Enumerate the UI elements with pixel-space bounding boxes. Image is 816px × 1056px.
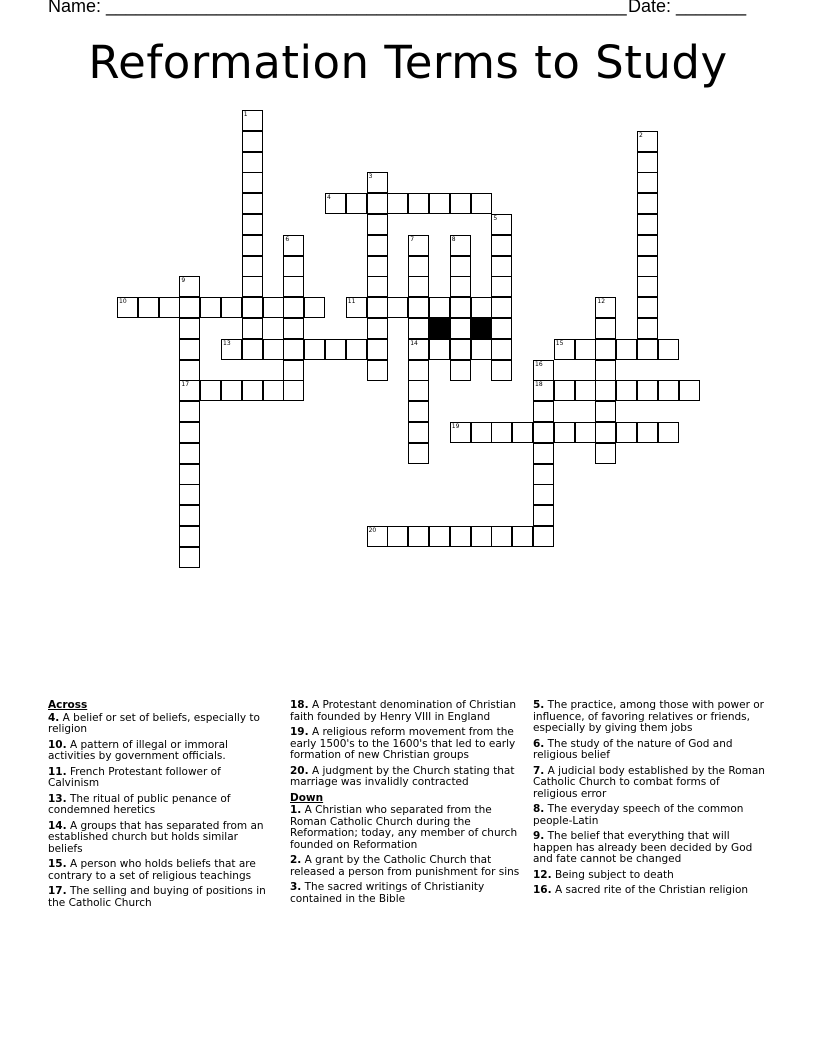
- grid-cell[interactable]: [408, 297, 429, 318]
- grid-cell[interactable]: [408, 360, 429, 381]
- cell-number: 10: [119, 298, 127, 306]
- grid-cell[interactable]: [408, 401, 429, 422]
- grid-cell[interactable]: [367, 172, 388, 193]
- clue-down-3: 3. The sacred writings of Christianity contained in the Bible: [290, 881, 485, 905]
- grid-cell[interactable]: [242, 380, 263, 401]
- grid-cell[interactable]: [533, 380, 554, 401]
- grid-cell[interactable]: [533, 443, 554, 464]
- grid-cell[interactable]: [325, 193, 346, 214]
- grid-cell[interactable]: [658, 422, 679, 443]
- grid-cell[interactable]: [242, 152, 263, 173]
- grid-cell[interactable]: [637, 339, 658, 360]
- down-heading: Down: [290, 791, 324, 804]
- grid-cell[interactable]: [637, 380, 658, 401]
- grid-cell[interactable]: [367, 276, 388, 297]
- name-field[interactable]: Name: ____________________________________________________: [48, 0, 627, 16]
- grid-cell[interactable]: [242, 256, 263, 277]
- grid-cell[interactable]: [637, 318, 658, 339]
- clue-across-13: 13. The ritual of public penance of condemned heretics: [48, 792, 231, 816]
- grid-cell[interactable]: [367, 360, 388, 381]
- grid-cell[interactable]: [179, 443, 200, 464]
- clue-down-1: 1. A Christian who separated from the Roman Catholic Church during the Reformation; today, any member of church founded on Reformation: [290, 804, 518, 851]
- grid-cell[interactable]: [512, 526, 533, 547]
- grid-cell[interactable]: [179, 380, 200, 401]
- grid-cell[interactable]: [450, 360, 471, 381]
- grid-cell[interactable]: [637, 172, 658, 193]
- grid-cell[interactable]: [450, 526, 471, 547]
- grid-cell[interactable]: [658, 380, 679, 401]
- grid-cell[interactable]: [637, 131, 658, 152]
- cell-number: 13: [223, 339, 231, 347]
- cell-number: 11: [347, 298, 356, 306]
- cell-number: 1: [243, 111, 248, 118]
- grid-cell[interactable]: [450, 422, 471, 443]
- grid-cell[interactable]: [367, 214, 388, 235]
- grid-cell[interactable]: [491, 360, 512, 381]
- grid-cell[interactable]: [242, 297, 263, 318]
- grid-cell[interactable]: [575, 339, 596, 360]
- grid-cell[interactable]: [491, 214, 512, 235]
- grid-cell[interactable]: [179, 464, 200, 485]
- clues-column-1: [48, 700, 273, 913]
- across-heading: Across: [48, 699, 88, 711]
- grid-cell[interactable]: [491, 256, 512, 277]
- grid-cell[interactable]: [595, 360, 616, 381]
- grid-cell[interactable]: [408, 443, 429, 464]
- grid-cell[interactable]: [387, 193, 408, 214]
- cell-number: 6: [285, 235, 290, 243]
- clue-down-6: 6. The study of the nature of God and religious belief: [533, 737, 733, 761]
- grid-cell[interactable]: [471, 422, 492, 443]
- grid-cell[interactable]: [450, 297, 471, 318]
- grid-cell[interactable]: [595, 318, 616, 339]
- grid-cell[interactable]: [179, 276, 200, 297]
- grid-cell[interactable]: [637, 193, 658, 214]
- date-field[interactable]: Date: _______: [628, 0, 747, 16]
- clue-down-2: 2. A grant by the Catholic Church that released a person from punishment for sins: [290, 854, 520, 878]
- grid-cell[interactable]: [575, 380, 596, 401]
- grid-cell[interactable]: [346, 297, 367, 318]
- grid-cell[interactable]: [242, 193, 263, 214]
- grid-cell[interactable]: [533, 484, 554, 505]
- grid-cell[interactable]: [242, 235, 263, 256]
- grid-cell[interactable]: [367, 256, 388, 277]
- clue-down-16: 16. A sacred rite of the Christian religion: [533, 884, 749, 896]
- grid-cell[interactable]: [263, 339, 284, 360]
- black-cell: [429, 318, 450, 339]
- grid-cell[interactable]: [471, 526, 492, 547]
- grid-cell[interactable]: [429, 339, 450, 360]
- grid-cell[interactable]: [367, 235, 388, 256]
- grid-cell[interactable]: [367, 318, 388, 339]
- cell-number: 19: [451, 423, 460, 430]
- grid-cell[interactable]: [595, 297, 616, 318]
- grid-cell[interactable]: [179, 422, 200, 443]
- grid-cell[interactable]: [471, 297, 492, 318]
- grid-cell[interactable]: [471, 193, 492, 214]
- grid-cell[interactable]: [637, 276, 658, 297]
- grid-cell[interactable]: [283, 256, 304, 277]
- grid-cell[interactable]: [304, 339, 325, 360]
- clues-column-3: [533, 700, 765, 901]
- grid-cell[interactable]: [263, 380, 284, 401]
- grid-cell[interactable]: [242, 131, 263, 152]
- grid-cell[interactable]: [179, 318, 200, 339]
- grid-cell[interactable]: [242, 214, 263, 235]
- clues-column-2: [290, 700, 522, 909]
- grid-cell[interactable]: [616, 380, 637, 401]
- clue-down-7: 7. A judicial body established by the Roman Catholic Church to combat forms of religious error: [533, 764, 765, 800]
- grid-cell[interactable]: [263, 297, 284, 318]
- clue-across-17: 17. The selling and buying of positions in the Catholic Church: [48, 885, 266, 909]
- grid-cell[interactable]: [450, 256, 471, 277]
- clue-across-14: 14. A groups that has separated from an established church but holds similar beliefs: [48, 819, 264, 855]
- grid-cell[interactable]: [491, 318, 512, 339]
- cell-number: 20: [368, 527, 377, 534]
- grid-cell[interactable]: [221, 380, 242, 401]
- grid-cell[interactable]: [533, 526, 554, 547]
- clue-down-8: 8. The everyday speech of the common people-Latin: [533, 803, 744, 827]
- grid-cell[interactable]: [367, 339, 388, 360]
- clue-down-5: 5. The practice, among those with power or influence, of favoring relatives or friends, especially by giving them jobs: [533, 699, 764, 734]
- grid-cell[interactable]: [283, 276, 304, 297]
- page-title: Reformation Terms to Study: [88, 36, 728, 89]
- grid-cell[interactable]: [179, 401, 200, 422]
- grid-cell[interactable]: [450, 318, 471, 339]
- grid-cell[interactable]: [533, 360, 554, 381]
- grid-cell[interactable]: [595, 443, 616, 464]
- clue-across-10: 10. A pattern of illegal or immoral activities by government officials.: [48, 738, 228, 762]
- cell-number: 18: [535, 381, 543, 389]
- clue-across-15: 15. A person who holds beliefs that are contrary to a set of religious teachings: [48, 858, 256, 882]
- grid-cell[interactable]: [221, 297, 242, 318]
- grid-cell[interactable]: [367, 526, 388, 547]
- grid-cell[interactable]: [450, 235, 471, 256]
- grid-cell[interactable]: [283, 318, 304, 339]
- grid-cell[interactable]: [159, 297, 180, 318]
- grid-cell[interactable]: [179, 339, 200, 360]
- grid-cell[interactable]: [637, 235, 658, 256]
- clue-across-18: 18. A Protestant denomination of Christian faith founded by Henry VIII in England: [290, 699, 517, 723]
- grid-cell[interactable]: [491, 276, 512, 297]
- grid-cell[interactable]: [179, 505, 200, 526]
- grid-cell[interactable]: [595, 339, 616, 360]
- grid-cell[interactable]: [283, 297, 304, 318]
- grid-cell[interactable]: [346, 339, 367, 360]
- grid-cell[interactable]: [595, 401, 616, 422]
- clue-across-20: 20. A judgment by the Church stating that marriage was invalidly contracted: [290, 764, 515, 788]
- grid-cell[interactable]: [242, 110, 263, 131]
- cell-number: 4: [327, 194, 331, 202]
- cell-number: 15: [555, 339, 564, 347]
- grid-cell[interactable]: [283, 380, 304, 401]
- grid-cell[interactable]: [637, 256, 658, 277]
- grid-cell[interactable]: [304, 297, 325, 318]
- cell-number: 3: [368, 173, 373, 181]
- grid-cell[interactable]: [554, 422, 575, 443]
- grid-cell[interactable]: [637, 422, 658, 443]
- grid-cell[interactable]: [200, 297, 221, 318]
- grid-cell[interactable]: [283, 360, 304, 381]
- grid-cell[interactable]: [367, 193, 388, 214]
- grid-cell[interactable]: [179, 526, 200, 547]
- grid-cell[interactable]: [554, 380, 575, 401]
- grid-cell[interactable]: [679, 380, 700, 401]
- grid-cell[interactable]: [491, 235, 512, 256]
- grid-cell[interactable]: [283, 235, 304, 256]
- grid-cell[interactable]: [138, 297, 159, 318]
- grid-cell[interactable]: [616, 339, 637, 360]
- grid-cell[interactable]: [554, 339, 575, 360]
- cell-number: 8: [451, 235, 456, 243]
- grid-cell[interactable]: [637, 152, 658, 173]
- clue-down-12: 12. Being subject to death: [533, 868, 674, 881]
- cell-number: 7: [410, 235, 415, 243]
- grid-cell[interactable]: [387, 297, 408, 318]
- grid-cell[interactable]: [491, 422, 512, 443]
- grid-cell[interactable]: [346, 193, 367, 214]
- grid-cell[interactable]: [179, 360, 200, 381]
- grid-cell[interactable]: [429, 297, 450, 318]
- cell-number: 2: [639, 131, 643, 139]
- grid-cell[interactable]: [429, 526, 450, 547]
- grid-cell[interactable]: [117, 297, 138, 318]
- grid-cell[interactable]: [283, 339, 304, 360]
- grid-cell[interactable]: [408, 526, 429, 547]
- grid-cell[interactable]: [637, 297, 658, 318]
- cell-number: 9: [181, 277, 186, 285]
- grid-cell[interactable]: [658, 339, 679, 360]
- grid-cell[interactable]: [533, 505, 554, 526]
- grid-cell[interactable]: [491, 297, 512, 318]
- grid-cell[interactable]: [242, 276, 263, 297]
- grid-cell[interactable]: [595, 380, 616, 401]
- clue-across-19: 19. A religious reform movement from the early 1500's to the 1600's that led to early formation of new Christian groups: [290, 726, 516, 761]
- grid-cell[interactable]: [450, 339, 471, 360]
- clue-across-4: 4. A belief or set of beliefs, especially to religion: [48, 711, 260, 735]
- grid-cell[interactable]: [512, 422, 533, 443]
- grid-cell[interactable]: [179, 484, 200, 505]
- grid-cell[interactable]: [408, 193, 429, 214]
- cell-number: 12: [597, 298, 606, 306]
- clue-down-9: 9. The belief that everything that will happen has already been decided by God and fate cannot be changed: [533, 830, 753, 865]
- grid-cell[interactable]: [450, 193, 471, 214]
- grid-cell[interactable]: [595, 422, 616, 443]
- grid-cell[interactable]: [221, 339, 242, 360]
- grid-cell[interactable]: [429, 193, 450, 214]
- grid-cell[interactable]: [533, 401, 554, 422]
- grid-cell[interactable]: [408, 422, 429, 443]
- clue-across-11: 11. French Protestant follower of Calvinism: [48, 765, 221, 789]
- grid-cell[interactable]: [408, 339, 429, 360]
- black-cell: [471, 318, 492, 339]
- grid-cell[interactable]: [637, 214, 658, 235]
- grid-cell[interactable]: [408, 318, 429, 339]
- grid-cell[interactable]: [367, 297, 388, 318]
- grid-cell[interactable]: [325, 339, 346, 360]
- grid-cell[interactable]: [408, 256, 429, 277]
- grid-cell[interactable]: [616, 422, 637, 443]
- grid-cell[interactable]: [242, 172, 263, 193]
- grid-cell[interactable]: [179, 547, 200, 568]
- cell-number: 5: [493, 215, 498, 222]
- grid-cell[interactable]: [387, 526, 408, 547]
- grid-cell[interactable]: [408, 235, 429, 256]
- cell-number: 14: [410, 339, 418, 347]
- grid-cell[interactable]: [575, 422, 596, 443]
- grid-cell[interactable]: [450, 276, 471, 297]
- grid-cell[interactable]: [491, 339, 512, 360]
- cell-number: 16: [535, 360, 543, 368]
- grid-cell[interactable]: [242, 339, 263, 360]
- grid-cell[interactable]: [179, 297, 200, 318]
- grid-cell[interactable]: [491, 526, 512, 547]
- grid-cell[interactable]: [533, 422, 554, 443]
- grid-cell[interactable]: [200, 380, 221, 401]
- grid-cell[interactable]: [533, 464, 554, 485]
- grid-cell[interactable]: [242, 318, 263, 339]
- grid-cell[interactable]: [408, 276, 429, 297]
- grid-cell[interactable]: [471, 339, 492, 360]
- grid-cell[interactable]: [408, 380, 429, 401]
- cell-number: 17: [181, 381, 190, 389]
